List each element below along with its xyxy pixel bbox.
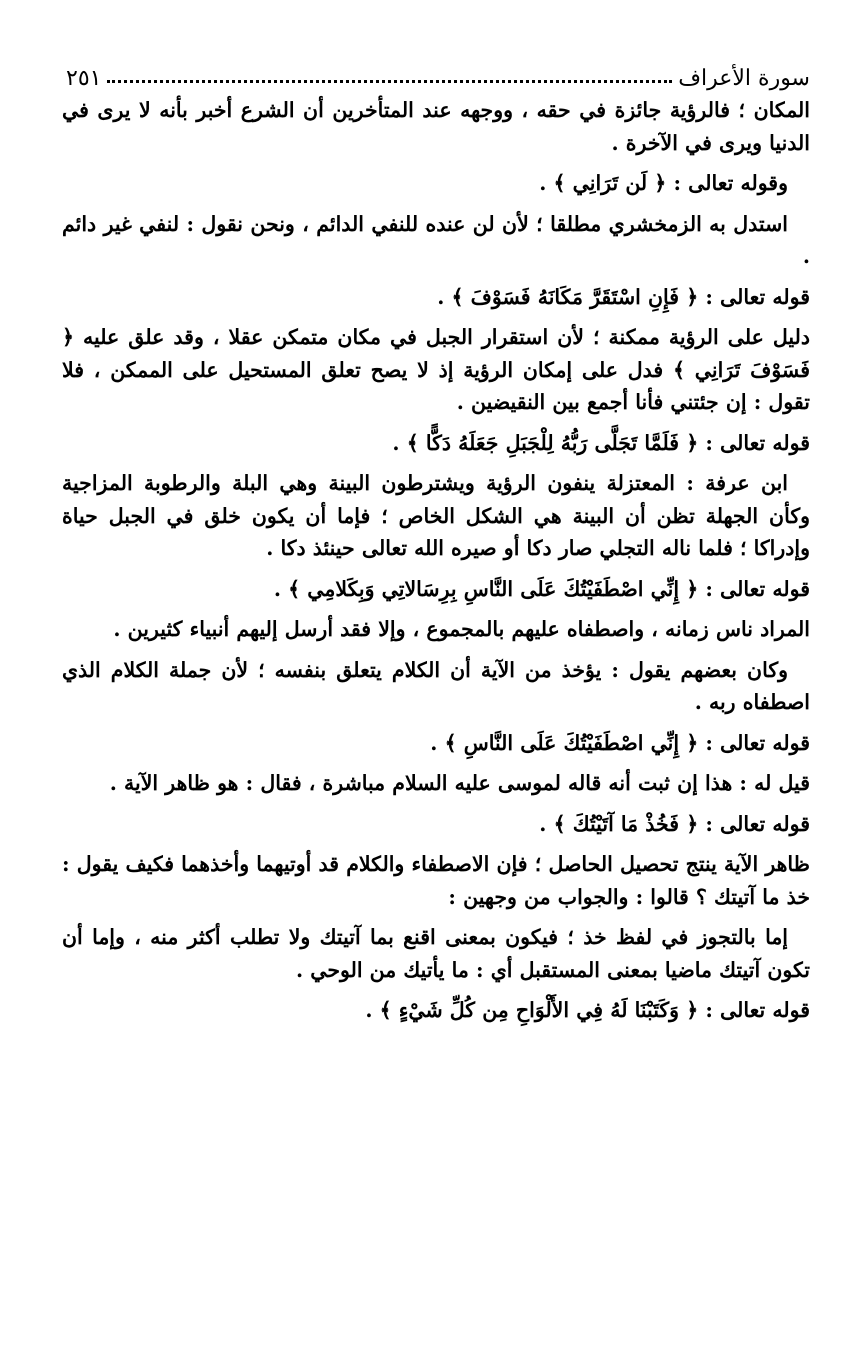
paragraph: قوله تعالى : ﴿ إِنِّي اصْطَفَيْتُكَ عَلَى النَّاسِ بِرِسَالاتِي وَبِكَلامِي ﴾ . bbox=[273, 576, 810, 601]
paragraph: وقوله تعالى : ﴿ لَن تَرَانِي ﴾ . bbox=[539, 171, 788, 195]
paragraph: استدل به الزمخشري مطلقا ؛ لأن لن عنده للنفي الدائم ، ونحن نقول : لنفي غير دائم . bbox=[62, 211, 810, 268]
paragraph: قوله تعالى : ﴿ وَكَتَبْنَا لَهُ فِي الأَلْوَاحِ مِن كُلِّ شَيْءٍ ﴾ . bbox=[365, 998, 810, 1022]
paragraph: قوله تعالى : ﴿ إِنِّي اصْطَفَيْتُكَ عَلَى النَّاسِ ﴾ . bbox=[430, 730, 810, 755]
paragraph: ابن عرفة : المعتزلة ينفون الرؤية ويشترطون البينة وهي البلة والرطوبة المزاجية وكأن الجهلة تظن أن البينة هي الشكل الخاص ؛ فإما أن يكون خلق في الجبل حياة وإدراكا ؛ فلما ناله التجلي صار دكا أو صيره الله تعالى حينئذ دكا . bbox=[62, 471, 810, 560]
header-dotted-leader bbox=[107, 80, 672, 83]
surah-title: سورة الأعراف bbox=[678, 66, 810, 91]
running-header bbox=[66, 55, 810, 91]
paragraph: قوله تعالى : ﴿ فَخُذْ مَا آتَيْتُكَ ﴾ . bbox=[539, 811, 810, 836]
paragraph: المكان ؛ فالرؤية جائزة في حقه ، ووجهه عند المتأخرين أن الشرع أخبر بأنه لا يرى في الدنيا ويرى في الآخرة . bbox=[62, 98, 810, 155]
page-number: ٢٥١ bbox=[66, 66, 102, 91]
page-body-text bbox=[62, 94, 810, 1035]
paragraph: دليل على الرؤية ممكنة ؛ لأن استقرار الجبل في مكان متمكن عقلا ، وقد علق عليه ﴿ فَسَوْفَ تَرَانِي ﴾ فدل على إمكان الرؤية إذ لا يصح تعلق المستحيل على الممكن ، فلا تقول : إن جئتني فأنا أجمع بين النقيضين . bbox=[62, 325, 810, 414]
paragraph: المراد ناس زمانه ، واصطفاه عليهم بالمجموع ، وإلا فقد أرسل إليهم أنبياء كثيرين . bbox=[113, 617, 810, 641]
paragraph: قيل له : هذا إن ثبت أنه قاله لموسى عليه السلام مباشرة ، فقال : هو ظاهر الآية . bbox=[109, 771, 810, 795]
paragraph: قوله تعالى : ﴿ فَلَمَّا تَجَلَّى رَبُّهُ لِلْجَبَلِ جَعَلَهُ دَكًّا ﴾ . bbox=[392, 430, 810, 455]
paragraph: وكان بعضهم يقول : يؤخذ من الآية أن الكلام يتعلق بنفسه ؛ لأن جملة الكلام الذي اصطفاه ربه . bbox=[62, 657, 810, 714]
paragraph: ظاهر الآية ينتج تحصيل الحاصل ؛ فإن الاصطفاء والكلام قد أوتيهما وأخذهما فكيف يقول : خذ ما آتيتك ؟ قالوا : والجواب من وجهين : bbox=[62, 852, 810, 909]
paragraph: قوله تعالى : ﴿ فَإِنِ اسْتَقَرَّ مَكَانَهُ فَسَوْفَ ﴾ . bbox=[437, 284, 810, 309]
paragraph: إما بالتجوز في لفظ خذ ؛ فيكون بمعنى اقنع بما آتيتك ولا تطلب أكثر منه ، وإما أن تكون آتيتك ماضيا بمعنى المستقبل أي : ما يأتيك من الوحي . bbox=[62, 925, 810, 982]
